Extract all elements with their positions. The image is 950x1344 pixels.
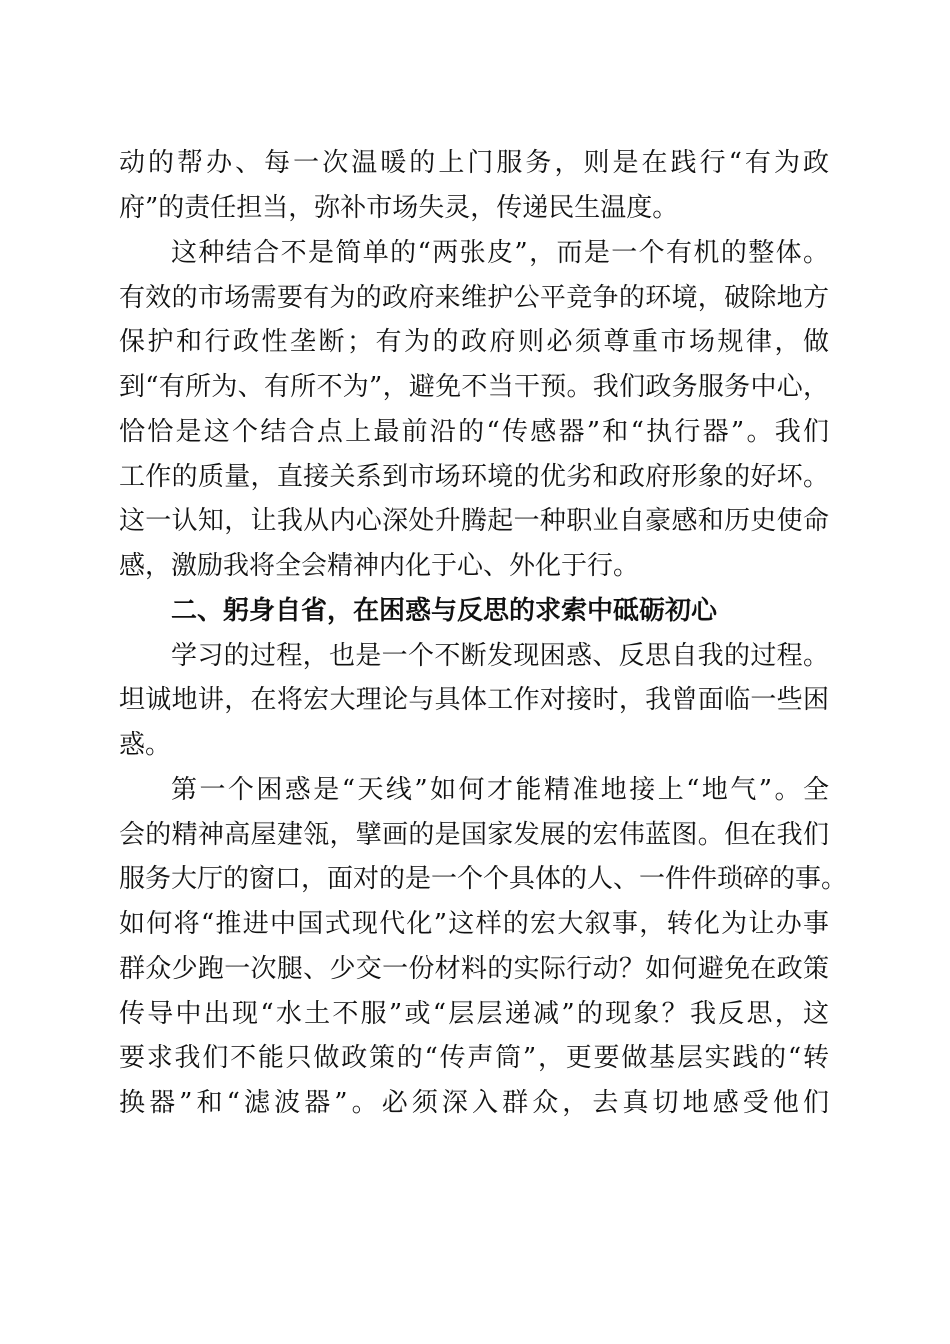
paragraph-line: 恰恰是这个结合点上最前沿的“传感器”和“执行器”。我们 [119, 417, 829, 447]
paragraph-line: 这一认知，让我从内心深处升腾起一种职业自豪感和历史使命 [119, 506, 829, 536]
paragraph-line: 群众少跑一次腿、少交一份材料的实际行动？如何避免在政策 [119, 954, 829, 984]
paragraph-line: 工作的质量，直接关系到市场环境的优劣和政府形象的好坏。 [119, 462, 829, 492]
paragraph-line: 感，激励我将全会精神内化于心、外化于行。 [119, 551, 640, 581]
paragraph-line: 惑。 [119, 730, 172, 760]
paragraph-line: 保护和行政性垄断；有为的政府则必须尊重市场规律，做 [119, 327, 829, 357]
paragraph-line: 要求我们不能只做政策的“传声筒”，更要做基层实践的“转 [119, 1043, 829, 1073]
paragraph-line: 这种结合不是简单的“两张皮”，而是一个有机的整体。 [171, 238, 829, 268]
paragraph-line: 府”的责任担当，弥补市场失灵，传递民生温度。 [119, 193, 679, 223]
paragraph-line: 到“有所为、有所不为”，避免不当干预。我们政务服务中心， [119, 372, 829, 402]
paragraph-line: 动的帮办、每一次温暖的上门服务，则是在践行“有为政 [119, 148, 829, 178]
paragraph-line: 有效的市场需要有为的政府来维护公平竞争的环境，破除地方 [119, 283, 829, 313]
paragraph-line: 如何将“推进中国式现代化”这样的宏大叙事，转化为让办事 [119, 909, 829, 939]
paragraph-line: 服务大厅的窗口，面对的是一个个具体的人、一件件琐碎的事。 [119, 864, 848, 894]
paragraph-line: 第一个困惑是“天线”如何才能精准地接上“地气”。全 [171, 775, 829, 805]
paragraph-line: 学习的过程，也是一个不断发现困惑、反思自我的过程。 [171, 641, 829, 671]
paragraph-line: 换器”和“滤波器”。必须深入群众，去真切地感受他们 [119, 1088, 829, 1118]
paragraph-line: 会的精神高屋建瓴，擘画的是国家发展的宏伟蓝图。但在我们 [119, 820, 829, 850]
paragraph-line: 传导中出现“水土不服”或“层层递减”的现象？我反思，这 [119, 999, 829, 1029]
paragraph-line: 坦诚地讲，在将宏大理论与具体工作对接时，我曾面临一些困 [119, 685, 829, 715]
section-heading: 二、躬身自省，在困惑与反思的求索中砥砺初心 [171, 596, 718, 626]
